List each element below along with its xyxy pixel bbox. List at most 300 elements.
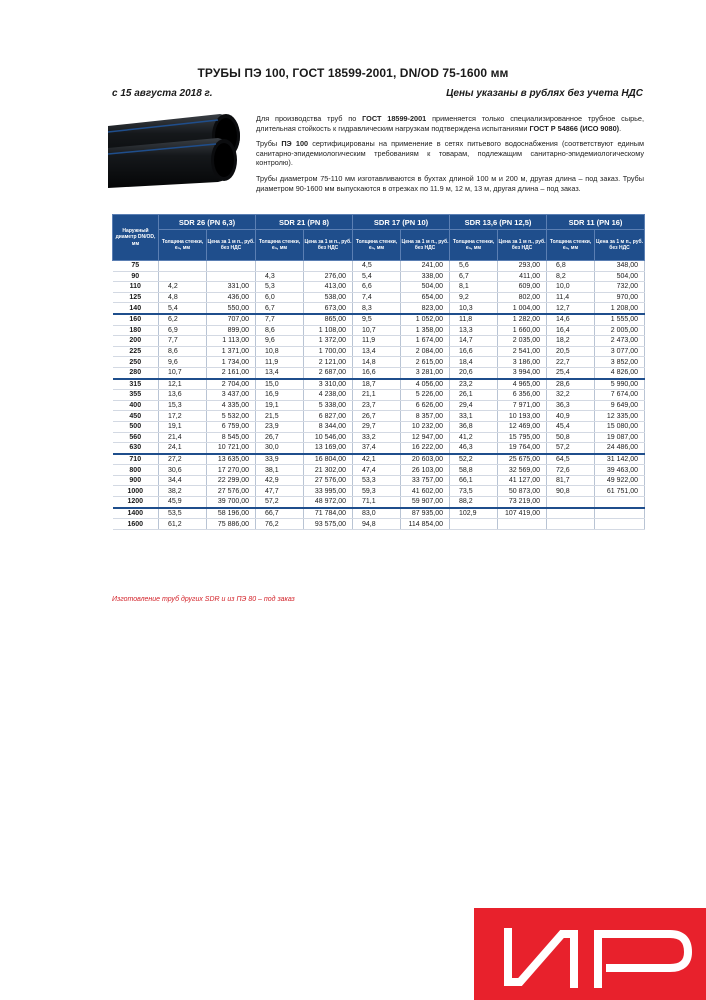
table-row <box>113 336 645 347</box>
thickness-cell <box>547 497 595 508</box>
thickness-cell: 10,7 <box>353 325 401 336</box>
thickness-cell <box>547 508 595 519</box>
price-cell: 1 358,00 <box>401 325 450 336</box>
price-cell: 654,00 <box>401 292 450 303</box>
thickness-cell: 23,7 <box>353 400 401 411</box>
dn-cell: 800 <box>113 465 159 476</box>
thickness-cell: 4,8 <box>159 292 207 303</box>
price-cell: 673,00 <box>304 303 353 314</box>
thickness-cell: 21,5 <box>256 411 304 422</box>
price-cell: 2 704,00 <box>207 379 256 390</box>
thickness-cell: 13,4 <box>353 346 401 357</box>
price-cell: 22 299,00 <box>207 475 256 486</box>
price-cell: 87 935,00 <box>401 508 450 519</box>
price-cell: 241,00 <box>401 261 450 272</box>
thickness-cell: 9,2 <box>450 292 498 303</box>
price-cell: 609,00 <box>498 282 547 293</box>
price-cell: 865,00 <box>304 314 353 325</box>
thickness-cell: 10,0 <box>547 282 595 293</box>
price-cell: 1 113,00 <box>207 336 256 347</box>
thickness-header: Толщина стенки, eₙ, мм <box>450 230 498 261</box>
dn-cell: 1600 <box>113 519 159 530</box>
price-cell: 58 196,00 <box>207 508 256 519</box>
thickness-cell: 33,2 <box>353 432 401 443</box>
price-cell: 2 084,00 <box>401 346 450 357</box>
price-cell: 19 087,00 <box>595 432 645 443</box>
thickness-cell: 28,6 <box>547 379 595 390</box>
dn-cell: 140 <box>113 303 159 314</box>
price-cell: 48 972,00 <box>304 497 353 508</box>
thickness-cell: 10,7 <box>159 367 207 378</box>
thickness-cell: 90,8 <box>547 486 595 497</box>
thickness-cell: 21,1 <box>353 390 401 401</box>
price-cell: 5 532,00 <box>207 411 256 422</box>
description-paragraph-2: Трубы ПЭ 100 сертифицированы на применение в сетях питьевого водоснабжения (соответствуют единым санитарно-эпидемиологическим требованиям к товарам, подлежащим санитарно-эпидемиологическому контролю). <box>256 139 644 168</box>
table-row <box>113 282 645 293</box>
thickness-cell <box>159 261 207 272</box>
price-cell: 3 186,00 <box>498 357 547 368</box>
thickness-cell: 10,3 <box>450 303 498 314</box>
table-row <box>113 465 645 476</box>
thickness-cell: 8,1 <box>450 282 498 293</box>
price-cell: 293,00 <box>498 261 547 272</box>
dn-cell: 225 <box>113 346 159 357</box>
price-cell: 8 545,00 <box>207 432 256 443</box>
price-header: Цена за 1 м п., руб. без НДС <box>304 230 353 261</box>
table-row <box>113 325 645 336</box>
description-paragraph-1: Для производства труб по ГОСТ 18599-2001 применяется только специализированное трубное сырье, длительная стойкость к гидравлическим нагрузкам подтверждена испытаниями ГОСТ Р 54866 (ИСО 9080). <box>256 114 645 133</box>
thickness-cell: 14,8 <box>353 357 401 368</box>
price-cell: 15 795,00 <box>498 432 547 443</box>
thickness-cell: 38,1 <box>256 465 304 476</box>
thickness-cell: 71,1 <box>353 497 401 508</box>
thickness-cell: 53,5 <box>159 508 207 519</box>
thickness-cell: 5,3 <box>256 282 304 293</box>
thickness-cell: 18,2 <box>547 336 595 347</box>
price-cell: 1 052,00 <box>401 314 450 325</box>
thickness-cell: 52,2 <box>450 454 498 465</box>
price-cell: 4 238,00 <box>304 390 353 401</box>
dn-cell: 90 <box>113 271 159 282</box>
price-cell: 3 310,00 <box>304 379 353 390</box>
thickness-cell: 4,2 <box>159 282 207 293</box>
thickness-cell: 64,5 <box>547 454 595 465</box>
price-cell <box>304 261 353 272</box>
price-cell: 10 232,00 <box>401 421 450 432</box>
price-cell: 1 555,00 <box>595 314 645 325</box>
thickness-cell <box>547 519 595 530</box>
thickness-cell: 37,4 <box>353 443 401 454</box>
thickness-cell: 19,1 <box>159 421 207 432</box>
thickness-cell: 21,4 <box>159 432 207 443</box>
price-cell: 3 994,00 <box>498 367 547 378</box>
table-row <box>113 303 645 314</box>
thickness-cell: 76,2 <box>256 519 304 530</box>
sdr-group-header: SDR 17 (PN 10) <box>353 215 450 230</box>
dn-cell: 200 <box>113 336 159 347</box>
thickness-cell: 17,2 <box>159 411 207 422</box>
dn-cell: 500 <box>113 421 159 432</box>
thickness-cell: 26,7 <box>256 432 304 443</box>
price-cell <box>595 508 645 519</box>
thickness-cell: 46,3 <box>450 443 498 454</box>
price-cell: 2 035,00 <box>498 336 547 347</box>
dn-cell: 160 <box>113 314 159 325</box>
price-header: Цена за 1 м п., руб. без НДС <box>595 230 645 261</box>
table-row <box>113 292 645 303</box>
thickness-cell: 7,7 <box>159 336 207 347</box>
price-cell: 411,00 <box>498 271 547 282</box>
thickness-cell: 72,6 <box>547 465 595 476</box>
price-cell: 10 721,00 <box>207 443 256 454</box>
price-cell: 12 947,00 <box>401 432 450 443</box>
thickness-cell <box>159 271 207 282</box>
thickness-cell: 26,1 <box>450 390 498 401</box>
thickness-cell: 11,4 <box>547 292 595 303</box>
price-cell: 348,00 <box>595 261 645 272</box>
thickness-cell: 47,7 <box>256 486 304 497</box>
thickness-cell: 42,1 <box>353 454 401 465</box>
thickness-cell: 23,2 <box>450 379 498 390</box>
thickness-cell: 19,1 <box>256 400 304 411</box>
thickness-cell: 14,6 <box>547 314 595 325</box>
table-row <box>113 261 645 272</box>
thickness-cell: 38,2 <box>159 486 207 497</box>
dn-cell: 450 <box>113 411 159 422</box>
thickness-cell: 6,7 <box>450 271 498 282</box>
thickness-cell: 6,0 <box>256 292 304 303</box>
price-cell: 8 357,00 <box>401 411 450 422</box>
price-cell: 6 626,00 <box>401 400 450 411</box>
thickness-cell: 12,7 <box>547 303 595 314</box>
price-cell: 1 700,00 <box>304 346 353 357</box>
price-cell: 9 649,00 <box>595 400 645 411</box>
page-title: ТРУБЫ ПЭ 100, ГОСТ 18599-2001, DN/OD 75-1600 мм <box>197 66 509 80</box>
thickness-cell: 14,7 <box>450 336 498 347</box>
thickness-cell: 6,6 <box>353 282 401 293</box>
price-cell: 2 161,00 <box>207 367 256 378</box>
dn-cell: 1000 <box>113 486 159 497</box>
thickness-cell: 16,9 <box>256 390 304 401</box>
thickness-cell: 40,9 <box>547 411 595 422</box>
price-cell: 3 852,00 <box>595 357 645 368</box>
price-cell: 93 575,00 <box>304 519 353 530</box>
thickness-cell: 6,2 <box>159 314 207 325</box>
price-cell: 27 576,00 <box>304 475 353 486</box>
thickness-cell: 34,4 <box>159 475 207 486</box>
thickness-cell: 5,6 <box>450 261 498 272</box>
thickness-cell: 8,3 <box>353 303 401 314</box>
thickness-cell: 22,7 <box>547 357 595 368</box>
thickness-cell: 11,9 <box>353 336 401 347</box>
thickness-cell: 45,9 <box>159 497 207 508</box>
price-cell: 1 208,00 <box>595 303 645 314</box>
table-row <box>113 508 645 519</box>
price-cell: 41 602,00 <box>401 486 450 497</box>
table-row <box>113 497 645 508</box>
thickness-cell: 27,2 <box>159 454 207 465</box>
price-cell: 6 759,00 <box>207 421 256 432</box>
price-cell: 13 169,00 <box>304 443 353 454</box>
thickness-cell: 10,8 <box>256 346 304 357</box>
sdr-group-header: SDR 21 (PN 8) <box>256 215 353 230</box>
price-cell: 970,00 <box>595 292 645 303</box>
table-row <box>113 519 645 530</box>
price-cell: 114 854,00 <box>401 519 450 530</box>
price-cell: 3 437,00 <box>207 390 256 401</box>
thickness-cell: 59,3 <box>353 486 401 497</box>
price-cell: 1 372,00 <box>304 336 353 347</box>
price-cell: 59 907,00 <box>401 497 450 508</box>
thickness-cell: 41,2 <box>450 432 498 443</box>
table-row <box>113 271 645 282</box>
price-cell: 4 335,00 <box>207 400 256 411</box>
price-cell <box>595 519 645 530</box>
price-cell: 504,00 <box>401 282 450 293</box>
dn-cell: 250 <box>113 357 159 368</box>
thickness-header: Толщина стенки, eₙ, мм <box>256 230 304 261</box>
price-cell: 12 335,00 <box>595 411 645 422</box>
price-cell: 73 219,00 <box>498 497 547 508</box>
price-cell: 4 826,00 <box>595 367 645 378</box>
table-row <box>113 357 645 368</box>
dn-cell: 180 <box>113 325 159 336</box>
price-cell <box>498 519 547 530</box>
thickness-cell: 11,8 <box>450 314 498 325</box>
price-cell: 49 922,00 <box>595 475 645 486</box>
price-cell: 39 700,00 <box>207 497 256 508</box>
price-cell: 2 005,00 <box>595 325 645 336</box>
thickness-cell: 57,2 <box>547 443 595 454</box>
thickness-cell: 7,4 <box>353 292 401 303</box>
thickness-cell: 16,6 <box>353 367 401 378</box>
thickness-cell: 30,0 <box>256 443 304 454</box>
price-cell: 802,00 <box>498 292 547 303</box>
price-cell: 39 463,00 <box>595 465 645 476</box>
thickness-cell: 29,4 <box>450 400 498 411</box>
price-cell: 7 971,00 <box>498 400 547 411</box>
effective-date: с 15 августа 2018 г. <box>112 88 213 99</box>
price-cell <box>207 271 256 282</box>
footnote: Изготовление труб других SDR и из ПЭ 80 – под заказ <box>112 596 295 603</box>
company-logo <box>474 908 706 1000</box>
thickness-cell: 83,0 <box>353 508 401 519</box>
thickness-cell: 102,9 <box>450 508 498 519</box>
thickness-cell: 8,6 <box>256 325 304 336</box>
price-cell: 5 338,00 <box>304 400 353 411</box>
thickness-header: Толщина стенки, eₙ, мм <box>547 230 595 261</box>
thickness-cell: 6,7 <box>256 303 304 314</box>
thickness-cell: 5,4 <box>159 303 207 314</box>
price-cell: 4 965,00 <box>498 379 547 390</box>
price-cell: 436,00 <box>207 292 256 303</box>
price-cell: 15 080,00 <box>595 421 645 432</box>
thickness-cell: 25,4 <box>547 367 595 378</box>
table-row <box>113 346 645 357</box>
price-table <box>112 214 645 530</box>
table-row <box>113 411 645 422</box>
price-cell: 276,00 <box>304 271 353 282</box>
thickness-cell: 15,0 <box>256 379 304 390</box>
dn-cell: 710 <box>113 454 159 465</box>
price-cell: 50 873,00 <box>498 486 547 497</box>
thickness-cell: 30,6 <box>159 465 207 476</box>
table-row <box>113 367 645 378</box>
dn-cell: 110 <box>113 282 159 293</box>
table-row <box>113 454 645 465</box>
price-cell: 27 576,00 <box>207 486 256 497</box>
price-cell: 1 660,00 <box>498 325 547 336</box>
price-cell: 75 886,00 <box>207 519 256 530</box>
price-cell: 2 687,00 <box>304 367 353 378</box>
price-cell: 10 193,00 <box>498 411 547 422</box>
price-cell: 31 142,00 <box>595 454 645 465</box>
price-cell: 2 121,00 <box>304 357 353 368</box>
price-cell: 2 615,00 <box>401 357 450 368</box>
thickness-cell: 29,7 <box>353 421 401 432</box>
table-row <box>113 379 645 390</box>
thickness-cell: 66,7 <box>256 508 304 519</box>
price-cell: 25 675,00 <box>498 454 547 465</box>
thickness-cell: 9,6 <box>256 336 304 347</box>
thickness-cell: 8,6 <box>159 346 207 357</box>
price-cell <box>207 261 256 272</box>
price-cell: 5 990,00 <box>595 379 645 390</box>
price-cell: 8 344,00 <box>304 421 353 432</box>
sdr-group-header: SDR 26 (PN 6,3) <box>159 215 256 230</box>
price-cell: 732,00 <box>595 282 645 293</box>
thickness-cell: 36,3 <box>547 400 595 411</box>
price-cell: 20 603,00 <box>401 454 450 465</box>
thickness-cell: 11,9 <box>256 357 304 368</box>
thickness-cell <box>256 261 304 272</box>
thickness-cell: 57,2 <box>256 497 304 508</box>
table-row <box>113 443 645 454</box>
price-header: Цена за 1 м п., руб. без НДС <box>401 230 450 261</box>
sdr-group-header: SDR 11 (PN 16) <box>547 215 645 230</box>
table-row <box>113 421 645 432</box>
thickness-cell: 45,4 <box>547 421 595 432</box>
price-cell: 1 004,00 <box>498 303 547 314</box>
thickness-cell: 66,1 <box>450 475 498 486</box>
price-cell: 32 569,00 <box>498 465 547 476</box>
dn-cell: 355 <box>113 390 159 401</box>
thickness-cell: 12,1 <box>159 379 207 390</box>
thickness-cell: 5,4 <box>353 271 401 282</box>
price-cell: 1 734,00 <box>207 357 256 368</box>
thickness-cell: 6,8 <box>547 261 595 272</box>
price-cell: 3 077,00 <box>595 346 645 357</box>
thickness-cell: 18,4 <box>450 357 498 368</box>
thickness-cell: 73,5 <box>450 486 498 497</box>
dn-cell: 280 <box>113 367 159 378</box>
thickness-cell: 94,8 <box>353 519 401 530</box>
dn-cell: 125 <box>113 292 159 303</box>
thickness-cell: 61,2 <box>159 519 207 530</box>
table-row <box>113 390 645 401</box>
thickness-cell: 16,4 <box>547 325 595 336</box>
price-cell: 10 546,00 <box>304 432 353 443</box>
price-cell: 21 302,00 <box>304 465 353 476</box>
thickness-cell: 8,2 <box>547 271 595 282</box>
price-cell: 71 784,00 <box>304 508 353 519</box>
thickness-cell: 24,1 <box>159 443 207 454</box>
dn-cell: 630 <box>113 443 159 454</box>
price-cell: 1 108,00 <box>304 325 353 336</box>
thickness-cell: 36,8 <box>450 421 498 432</box>
price-note: Цены указаны в рублях без учета НДС <box>446 88 643 99</box>
dn-cell: 400 <box>113 400 159 411</box>
price-cell: 33 995,00 <box>304 486 353 497</box>
thickness-cell: 50,8 <box>547 432 595 443</box>
price-cell: 707,00 <box>207 314 256 325</box>
price-cell: 2 473,00 <box>595 336 645 347</box>
thickness-cell: 9,6 <box>159 357 207 368</box>
price-cell: 1 371,00 <box>207 346 256 357</box>
price-cell: 550,00 <box>207 303 256 314</box>
thickness-cell: 58,8 <box>450 465 498 476</box>
thickness-cell: 81,7 <box>547 475 595 486</box>
price-cell: 3 281,00 <box>401 367 450 378</box>
price-cell: 538,00 <box>304 292 353 303</box>
thickness-cell: 4,5 <box>353 261 401 272</box>
dn-cell: 900 <box>113 475 159 486</box>
dn-cell: 560 <box>113 432 159 443</box>
dn-cell: 75 <box>113 261 159 272</box>
dn-cell: 315 <box>113 379 159 390</box>
price-cell: 4 056,00 <box>401 379 450 390</box>
thickness-header: Толщина стенки, eₙ, мм <box>353 230 401 261</box>
thickness-cell: 4,3 <box>256 271 304 282</box>
thickness-cell: 15,3 <box>159 400 207 411</box>
price-cell: 1 674,00 <box>401 336 450 347</box>
dn-cell: 1400 <box>113 508 159 519</box>
price-cell <box>595 497 645 508</box>
table-row <box>113 432 645 443</box>
price-cell: 16 222,00 <box>401 443 450 454</box>
thickness-cell: 47,4 <box>353 465 401 476</box>
price-cell: 12 469,00 <box>498 421 547 432</box>
thickness-cell: 26,7 <box>353 411 401 422</box>
thickness-cell: 13,3 <box>450 325 498 336</box>
table-row <box>113 475 645 486</box>
price-cell: 6 356,00 <box>498 390 547 401</box>
thickness-cell: 23,9 <box>256 421 304 432</box>
table-row <box>113 314 645 325</box>
thickness-cell: 33,1 <box>450 411 498 422</box>
price-cell: 41 127,00 <box>498 475 547 486</box>
thickness-cell: 13,4 <box>256 367 304 378</box>
price-cell: 338,00 <box>401 271 450 282</box>
table-row <box>113 400 645 411</box>
dn-header: Наружный диаметр DN/OD, мм <box>113 215 159 261</box>
price-cell: 331,00 <box>207 282 256 293</box>
thickness-cell: 88,2 <box>450 497 498 508</box>
price-cell: 19 764,00 <box>498 443 547 454</box>
price-cell: 33 757,00 <box>401 475 450 486</box>
price-cell: 6 827,00 <box>304 411 353 422</box>
thickness-cell <box>450 519 498 530</box>
thickness-cell: 42,9 <box>256 475 304 486</box>
dn-cell: 1200 <box>113 497 159 508</box>
thickness-cell: 9,5 <box>353 314 401 325</box>
price-cell: 504,00 <box>595 271 645 282</box>
price-cell: 61 751,00 <box>595 486 645 497</box>
pipes-image <box>108 108 248 188</box>
thickness-cell: 18,7 <box>353 379 401 390</box>
price-cell: 13 635,00 <box>207 454 256 465</box>
price-cell: 16 804,00 <box>304 454 353 465</box>
